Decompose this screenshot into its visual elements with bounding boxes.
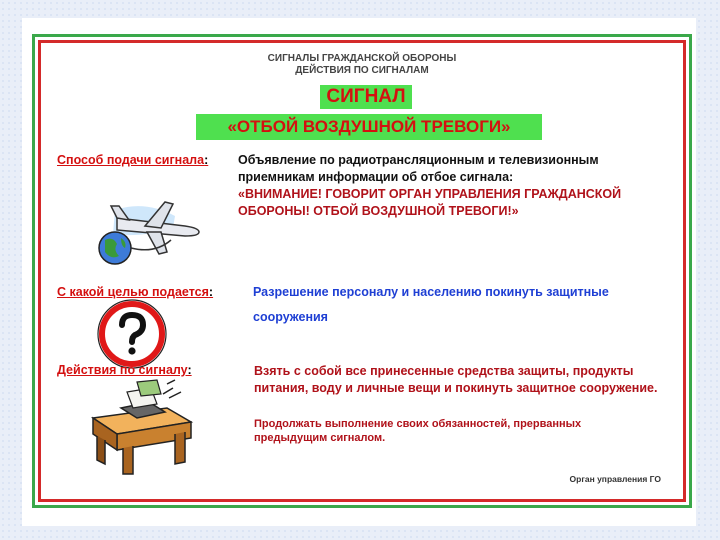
purpose-label — [57, 285, 213, 299]
desk-typewriter-icon — [87, 378, 197, 478]
slide — [22, 18, 696, 526]
signal-name: «ОТБОЙ ВОЗДУШНОЙ ТРЕВОГИ» — [196, 114, 542, 140]
actions-label-colon: : — [187, 363, 192, 377]
header-line-2: ДЕЙСТВИЯ ПО СИГНАЛАМ — [295, 65, 429, 76]
actions-text-2: Продолжать выполнение своих обязанностей, прерванных предыдущим сигналом. — [254, 418, 582, 444]
poster — [38, 40, 686, 502]
actions-text: Взять с собой все принесенные средства защиты, продукты питания, воду и личные вещи и покинуть защитное сооружение. — [254, 364, 658, 395]
signal-label: СИГНАЛ — [320, 85, 412, 109]
purpose-label-text: С какой целью подается — [57, 285, 209, 299]
question-mark-sign-icon — [99, 301, 165, 367]
method-label-text: Способ подачи сигнала — [57, 153, 205, 167]
airplane-globe-icon — [85, 188, 225, 268]
poster-header — [41, 53, 683, 77]
actions-label-text: Действия по сигналу — [57, 363, 188, 377]
signature: Орган управления ГО — [569, 474, 661, 484]
purpose-text: Разрешение персоналу и населению покинуть защитные — [253, 285, 609, 299]
method-label — [57, 153, 208, 167]
purpose-label-colon: : — [208, 285, 214, 299]
method-text: Объявление по радиотрансляционным и телевизионным приемникам информации об отбое сигнала: — [238, 153, 599, 184]
actions-label — [57, 363, 192, 377]
purpose-text-2: сооружения — [253, 310, 328, 324]
method-quote: «ВНИМАНИЕ! ГОВОРИТ ОРГАН УПРАВЛЕНИЯ ГРАЖДАНСКОЙ ОБОРОНЫ! ОТБОЙ ВОЗДУШНОЙ ТРЕВОГИ!» — [238, 187, 622, 218]
method-label-colon: : — [204, 153, 209, 167]
header-line-1: СИГНАЛЫ ГРАЖДАНСКОЙ ОБОРОНЫ — [267, 53, 457, 64]
